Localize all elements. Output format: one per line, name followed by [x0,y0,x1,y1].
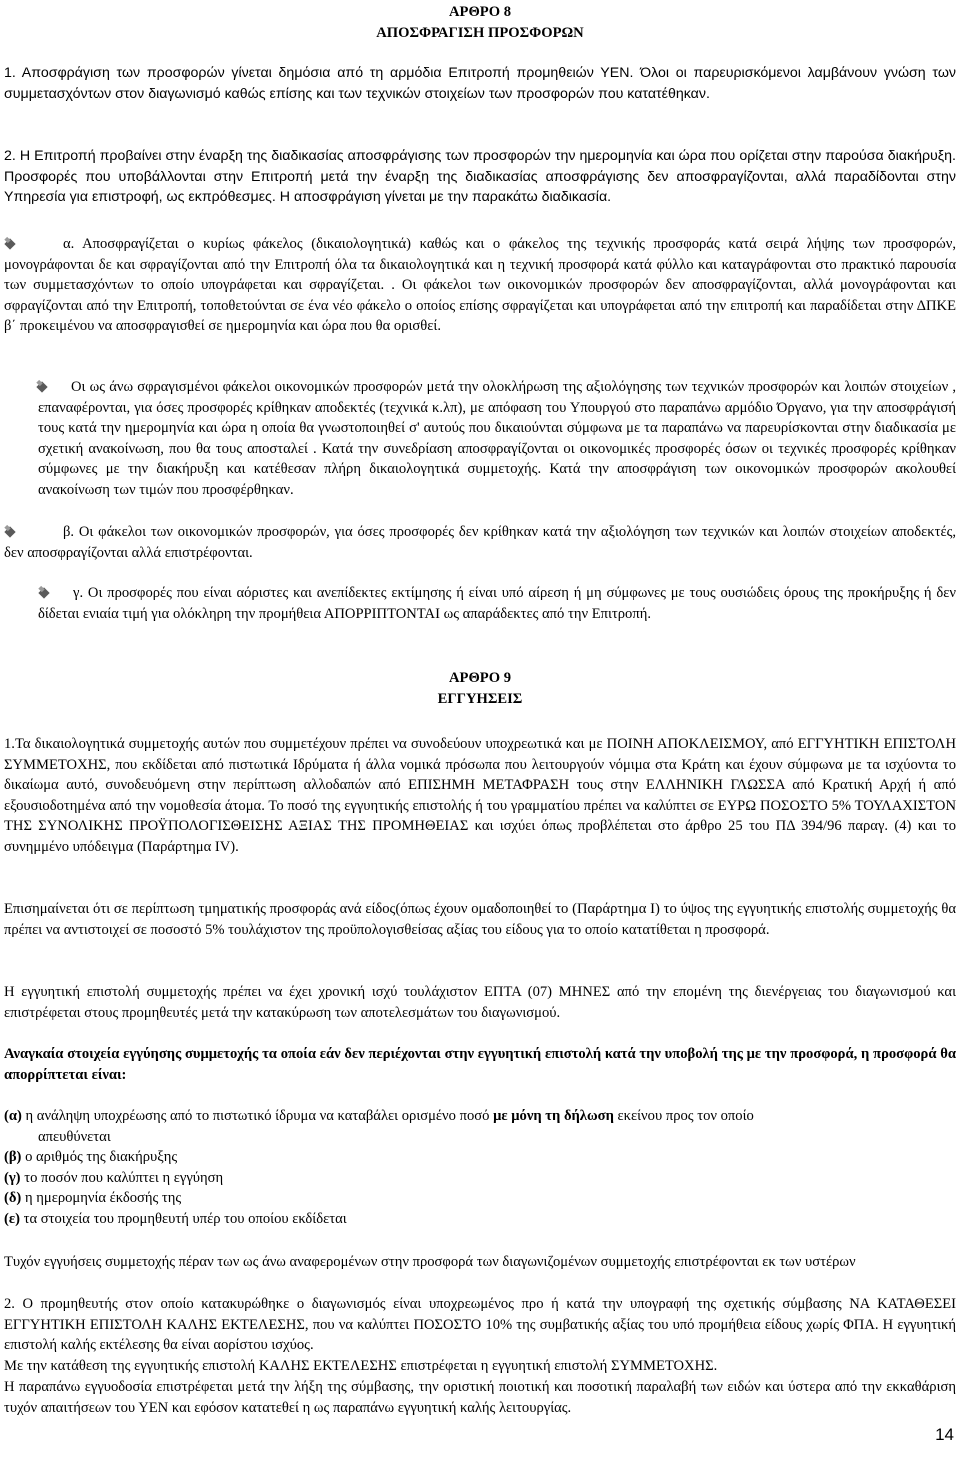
article-8-paragraph-1: 1. Αποσφράγιση των προσφορών γίνεται δημόσια από τη αρμόδια Επιτροπή προμηθειών ΥΕΝ. Όλοι οι παρευρισκόμενοι λαμβάνουν γνώση των συμμετασχόντων στον διαγωνισμό καθώς επίσης και των τεχνικών στοιχείων των προσφορών που κατατέθηκαν. [4,65,956,102]
article-8-heading [0,2,960,43]
list-item-text: η ημερομηνία έκδοσής της [24,1190,182,1207]
article-8-sealed-envelopes [38,377,956,501]
list-item [4,1168,956,1189]
list-item-label: (α) [4,1108,22,1124]
diamond-bullet-icon [4,238,17,249]
article-9-subtitle: ΕΓΓΥΗΣΕΙΣ [437,690,523,707]
diamond-bullet-icon [4,526,17,537]
article-8-item-beta [4,522,956,563]
article-9-paragraph-5: 2. Ο προμηθευτής στον οποίο κατακυρώθηκε ο διαγωνισμός είναι υποχρεωμένος προ ή κατά την υπογραφή της σχετικής σύμβασης ΝΑ ΚΑΤΑΘΕΣΕΙ ΕΓΓΥΗΤΙΚΗ ΕΠΙΣΤΟΛΗ ΚΑΛΗΣ ΕΚΤΕΛΕΣΗΣ, που να καλύπτει ΠΟΣΟΣΤΟ 10% της συμβατικής αξίας του υπό προμήθεια είδους χωρίς ΦΠΑ. Η εγγυητική επιστολή καλής εκτέλεσης θα είναι αορίστου ισχύος. [4,1296,956,1354]
article-9-paragraph-3: Η εγγυητική επιστολή συμμετοχής πρέπει να έχει χρονική ισχύ τουλάχιστον ΕΠΤΑ (07) ΜΗΝΕΣ από την επομένη της διενέργειας του διαγωνισμού και επιστρέφεται στους προμηθευτές μετά την κατακύρωση των αποτελεσμάτων του διαγωνισμού. [4,984,956,1021]
article-9-paragraph-7: Η παραπάνω εγγυοδοσία επιστρέφεται μετά την λήξη της σύμβασης, την οριστική ποιοτική και ποσοτική παραλαβή των ειδών και ύστερα από την εκκαθάριση τυχόν απαιτήσεων του ΥΕΝ και εφόσον κατατεθεί η ως παραπάνω εγγυητική καλής λειτουργίας. [4,1379,956,1416]
article-9-required-elements-intro: Αναγκαία στοιχεία εγγύησης συμμετοχής τα οποία εάν δεν περιέχονται στην εγγυητική επιστολή κατά την υποβολή της με την προσφορά, η προσφορά θα απορρίπτεται είναι: [4,1046,956,1083]
list-item [4,1106,956,1147]
item-alpha-text: α. Αποσφραγίζεται ο κυρίως φάκελος (δικαιολογητικά) καθώς και ο φάκελος της τεχνικής προσφοράς κατά σειρά λήψης των προσφορών, μονογράφονται δε και σφραγίζονται από την Επιτροπή όλα τα δικαιολογητικά και η τεχνική προσφορά κατά φύλλο και καταγράφονται στο πρακτικό παρουσία των συμμετασχόντων το οποίο υπογράφεται και σφραγίζεται. . Οι φάκελοι των οικονομικών προσφορών δεν αποσφραγίζονται, αλλά μονογράφονται και σφραγίζονται από την Επιτροπή, τοποθετούνται σε ένα νέο φάκελο ο οποίος επίσης σφραγίζεται και υπογράφεται από την επιτροπή και παραδίδεται στην ΔΠΚΕ β΄ προκειμένου να αποσφραγισθεί σε ημερομηνία και ώρα που θα ορισθεί. [4,236,956,335]
list-item-text: τα στοιχεία του προμηθευτή υπέρ του οποίου εκδίδεται [23,1210,347,1227]
list-item-text: ο αριθμός της διακήρυξης [25,1149,178,1166]
article-8-item-gamma [38,583,956,624]
list-item-text: το ποσόν που καλύπτει η εγγύηση [24,1169,224,1186]
article-9-paragraph-4: Τυχόν εγγυήσεις συμμετοχής πέραν των ως άνω αναφερομένων στην προσφορά των διαγωνιζομένων συμμετοχής επιστρέφονται εκ των υστέρων [4,1254,856,1270]
article-9-paragraph-2: Επισημαίνεται ότι σε περίπτωση τμηματικής προσφοράς ανά είδος(όπως έχουν ομαδοποιηθεί το (Παράρτημα Ι) το ύψος της εγγυητικής επιστολής συμμετοχής θα πρέπει να αντιστοιχεί σε ποσοστό 5% τουλάχιστον της προϋπολογισθείσας αξίας του είδους για το οποίο κατατίθεται η προσφορά. [4,901,956,938]
list-item-label: (δ) [4,1190,22,1207]
article-8-paragraph-2: 2. Η Επιτροπή προβαίνει στην έναρξη της διαδικασίας αποσφράγισης των προσφορών την ημερομηνία και ώρα που ορίζεται στην παρούσα διακήρυξη. Προσφορές που υποβάλλονται στην Επιτροπή μετά την έναρξη της διαδικασίας αποσφράγισης δεν αποσφραγίζονται, αλλά παραδίδονται στην Υπηρεσία για επιστροφή, ως εκπρόθεσμες. Η αποσφράγιση γίνεται με την παρακάτω διαδικασία. [4,148,956,206]
sealed-envelopes-text: Οι ως άνω σφραγισμένοι φάκελοι οικονομικών προσφορών μετά την ολοκλήρωση της αξιολόγησης των τεχνικών προσφορών και λοιπών στοιχείων , επαναφέρονται, για όσες προσφορές κρίθηκαν αποδεκτές (τεχνικά κ.λπ), με απόφαση του Υπουργού στο παραπάνω αρμόδιο Όργανο, για την αποσφράγισή τους κατά την ημερομηνία και ώρα η οποία θα γνωστοποιηθεί σ' αυτούς που δικαιούνται σύμφωνα με τα παραπάνω να παρευρίσκονται στην διαδικασία με σχετική ανακοίνωση, που θα τους αποσταλεί . Κατά την συνεδρίαση αποσφραγίζονται οι οικονομικές προσφορές όσων οι τεχνικές προσφορές κρίθηκαν σύμφωνες με την διακήρυξη και κατέθεσαν πλήρη δικαιολογητικά συμμετοχής. Κατά την αποσφράγιση των οικονομικών προσφορών ακολουθεί ανακοίνωση των τιμών που προσφέρθηκαν. [38,379,956,498]
article-8-title: ΑΡΘΡΟ 8 [448,4,512,20]
article-9-title: ΑΡΘΡΟ 9 [448,670,512,686]
item-gamma-text: γ. Οι προσφορές που είναι αόριστες και ανεπίδεκτες εκτίμησης ή είναι υπό αίρεση ή μη σύμφωνες με τους ουσιώδεις όρους της προκήρυξης ή δεν δίδεται ενιαία τιμή για ολόκληρη την προμήθεια ΑΠΟΡΡΙΠΤΟΝΤΑΙ ως απαράδεκτες από την Επιτροπή. [38,585,956,622]
list-item [4,1209,956,1230]
article-8-subtitle: ΑΠΟΣΦΡΑΓΙΣΗ ΠΡΟΣΦΟΡΩΝ [376,24,584,41]
article-9-heading [0,668,960,709]
item-beta-text: β. Οι φάκελοι των οικονομικών προσφορών, για όσες προσφορές δεν κρίθηκαν κατά την αξιολόγηση των τεχνικών και λοιπών στοιχείων αποδεκτές, δεν αποσφραγίζονται αλλά επιστρέφονται. [4,524,956,561]
diamond-bullet-icon [36,381,49,392]
diamond-bullet-icon [38,587,51,598]
page-number: 14 [935,1425,954,1444]
list-item [4,1147,956,1168]
article-9-paragraph-6: Με την κατάθεση της εγγυητικής επιστολή ΚΑΛΗΣ ΕΚΤΕΛΕΣΗΣ επιστρέφεται η εγγυητική επιστολή ΣΥΜΜΕΤΟΧΗΣ. [4,1358,718,1374]
article-8-item-alpha [4,234,956,337]
required-elements-list [4,1106,956,1230]
list-item [4,1188,956,1209]
list-item-label: (β) [4,1149,22,1166]
list-item-label: (γ) [4,1169,21,1186]
list-item-bold-text: με μόνη τη δήλωση [493,1108,614,1124]
list-item-label: (ε) [4,1210,20,1227]
list-item-text-rest: εκείνου προς τον οποίο [613,1108,754,1124]
list-item-text: η ανάληψη υποχρέωσης από το πιστωτικό ίδρυμα να καταβάλει ορισμένο ποσό [25,1108,494,1124]
list-item-continuation: απευθύνεται [38,1128,111,1145]
article-9-paragraph-1: 1.Τα δικαιολογητικά συμμετοχής αυτών που συμμετέχουν πρέπει να συνοδεύουν υποχρεωτικά και με ΠΟΙΝΗ ΑΠΟΚΛΕΙΣΜΟΥ, από ΕΓΓΥΗΤΙΚΗ ΕΠΙΣΤΟΛΗ ΣΥΜΜΕΤΟΧΗΣ, που εκδίδεται από πιστωτικά Ιδρύματα ή άλλα νομικά πρόσωπα που λειτουργούν νόμιμα στα Κράτη και έχουν σύμφωνα με τα ισχύοντα το δικαίωμα αυτό, συνοδευόμενη στην περίπτωση αλλοδαπών από ΕΠΙΣΗΜΗ ΜΕΤΑΦΡΑΣΗ τους στην ΕΛΛΗΝΙΚΗ ΓΛΩΣΣΑ από Κρατική Αρχή ή από εξουσιοδοτημένα από την νομοθεσία άτομα. Το ποσό της εγγυητικής επιστολής ή του γραμματίου πρέπει να καλύπτει σε ΕΥΡΩ ΠΟΣΟΣΤΟ 5% ΤΟΥΛΑΧΙΣΤΟΝ ΤΗΣ ΣΥΝΟΛΙΚΗΣ ΠΡΟΫΠΟΛΟΓΙΣΘΕΙΣΗΣ ΑΞΙΑΣ ΤΗΣ ΠΡΟΜΗΘΕΙΑΣ και ισχύει όπως προβλέπεται στο άρθρο 25 του ΠΔ 394/96 παραγ. (4) και το συνημμένο υπόδειγμα (Παράρτημα IV). [4,736,956,855]
